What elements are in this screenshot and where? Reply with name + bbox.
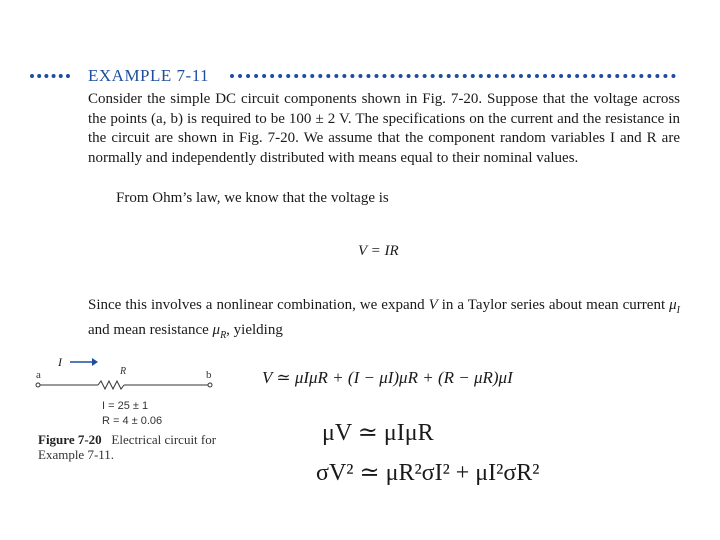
spec-current: I = 25 ± 1 <box>102 400 149 412</box>
left-dotted-rule <box>30 74 70 78</box>
ohms-law-intro: From Ohm’s law, we know that the voltage is <box>116 190 389 206</box>
para3-i-subscript: I <box>676 305 680 316</box>
para3-text-c: and mean resistance <box>88 321 213 338</box>
spec-resistance: R = 4 ± 0.06 <box>102 415 163 427</box>
example-heading: EXAMPLE 7-11 <box>88 66 210 85</box>
terminal-b <box>208 383 212 387</box>
para3-text-a: Since this involves a nonlinear combination, we expand <box>88 297 429 313</box>
figure-label: Figure 7-20 <box>38 432 102 447</box>
ohms-law-equation: V = IR <box>358 243 399 259</box>
para3-text-d: , yielding <box>226 321 283 338</box>
para3-text-b: in a Taylor series about mean current <box>437 297 670 313</box>
figure-caption-line2: Example 7-11. <box>38 447 115 462</box>
para3-v-symbol: V <box>428 297 438 313</box>
node-b-label: b <box>206 369 212 381</box>
variance-voltage-equation: σV² ≃ μR²σI² + μI²σR² <box>316 460 540 486</box>
circuit-diagram <box>34 354 234 430</box>
resistor-symbol <box>98 381 124 389</box>
right-dotted-rule <box>230 74 676 78</box>
current-label: I <box>58 355 62 369</box>
taylor-intro-paragraph <box>88 296 680 345</box>
figure-caption <box>38 432 216 462</box>
current-arrowhead <box>92 358 98 366</box>
para3-mu-symbol: μ <box>669 297 677 313</box>
resistor-label: R <box>120 366 127 377</box>
figure-caption-line1: Electrical circuit for <box>111 432 217 447</box>
node-a-label: a <box>36 369 41 381</box>
taylor-expansion-equation: V ≃ μIμR + (I − μI)μR + (R − μR)μI <box>262 368 513 387</box>
para3-r-subscript: R <box>220 329 227 341</box>
problem-paragraph: Consider the simple DC circuit components shown in Fig. 7-20. Suppose that the voltage across the points (a, b) is required to be 100 ± 2 V. The specifications on the current and the resistance in the circuit are shown in Fig. 7-20. We assume that the component random variables I and R are normally and independently distributed with means equal to their nominal values. <box>88 91 680 166</box>
para3-mu-symbol-2: μ <box>212 321 221 338</box>
mean-voltage-equation: μV ≃ μIμR <box>322 420 434 446</box>
terminal-a <box>36 383 40 387</box>
